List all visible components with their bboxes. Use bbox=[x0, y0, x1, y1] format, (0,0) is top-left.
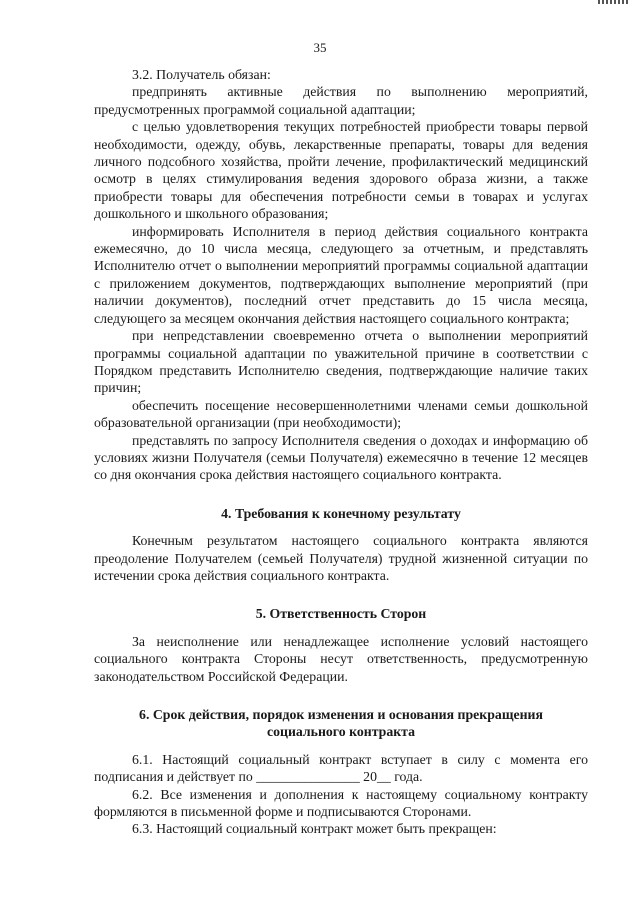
obligation-item: информировать Исполнителя в период действия социального контракта ежемесячно, до 10 числа месяца, следующего за отчетным, и представлять Исполнителю отчет о выполнении мероприятий программы социальной адаптации с приложением документов, подтверждающих выполнение мероприятий (при наличии документов), последний отчет представить до 15 числа месяца, следующего за месяцем окончания действия настоящего социального контракта; bbox=[94, 223, 588, 326]
obligation-item: с целью удовлетворения текущих потребностей приобрести товары первой необходимости, одежду, обувь, лекарственные препараты, товары для ведения личного подсобного хозяйства, пройти лечение, профилактический медицинский осмотр в целях стимулирования ведения здорового образа жизни, а также приобрести товары для обеспечения потребности семьи в товарах и услугах дошкольного и школьного образования; bbox=[94, 119, 588, 222]
document-body bbox=[94, 66, 588, 838]
section-5-heading: 5. Ответственность Сторон bbox=[255, 606, 427, 622]
obligation-item: обеспечить посещение несовершеннолетними членами семьи дошкольной образовательной организации (при необходимости); bbox=[94, 397, 588, 431]
section-4-text: Конечным результатом настоящего социального контракта являются преодоление Получателем (семьей Получателя) трудной жизненной ситуации по истечении срока действия социального контракта. bbox=[94, 533, 588, 583]
section-6-heading-line1: 6. Срок действия, порядок изменения и основания прекращения bbox=[139, 707, 543, 722]
obligation-item: представлять по запросу Исполнителя сведения о доходах и информацию об условиях жизни Получателя (семьи Получателя) ежемесячно в течение 12 месяцев со дня окончания срока действия настоящего социального контракта. bbox=[94, 432, 588, 483]
section-4-heading: 4. Требования к конечному результату bbox=[221, 505, 461, 521]
obligation-item: предпринять активные действия по выполнению мероприятий, предусмотренных программой социальной адаптации; bbox=[94, 84, 588, 117]
section-6-3: 6.3. Настоящий социальный контракт может быть прекращен: bbox=[132, 821, 497, 837]
section-6-heading-line2: социального контракта bbox=[266, 724, 416, 740]
section-5-text: За неисполнение или ненадлежащее исполнение условий настоящего социального контракта Стороны несут ответственность, предусмотренную законодательством Российской Федерации. bbox=[94, 633, 588, 684]
section-6-2: 6.2. Все изменения и дополнения к настоящему социальному контракту формляются в письменной форме и подписываются Сторонами. bbox=[94, 786, 588, 820]
scan-corner-mark bbox=[598, 0, 628, 4]
section-6-1: 6.1. Настоящий социальный контракт вступает в силу с момента его подписания и действует по _______________ 20__ года. bbox=[94, 751, 588, 785]
obligation-item: при непредставлении своевременно отчета о выполнении мероприятий программы социальной адаптации по уважительной причине в соответствии с Порядком представить Исполнителю сведения, подтверждающие наличие таких причин; bbox=[94, 328, 588, 396]
section-3-2-title: 3.2. Получатель обязан: bbox=[132, 67, 271, 82]
page-number: 35 bbox=[313, 40, 327, 55]
